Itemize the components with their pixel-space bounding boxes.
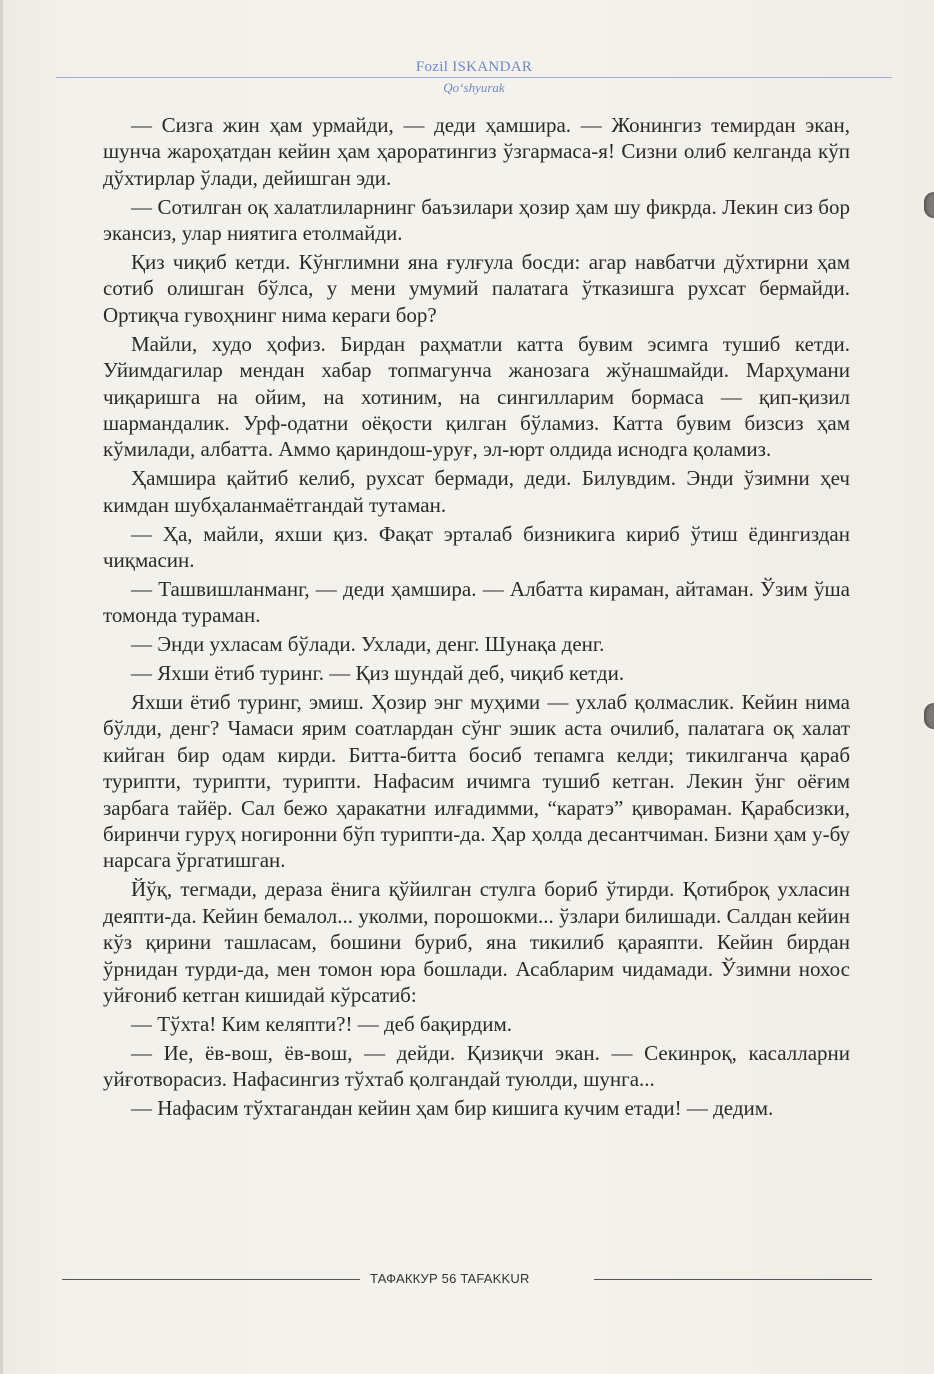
paragraph: Яхши ётиб туринг, эмиш. Ҳозир энг муҳими — ухлаб қолмаслик. Кейин нима бўлди, денг? Чамаси ярим соатлардан сўнг эшик аста очилиб, палатага оқ халат кийган бир одам кирди. Битта-битта босиб тепамга келди; тикилганча қараб турипти, турипти, турипти. Нафасим ичимга тушиб кетган. Лекин ўнг оёғим зарбага тайёр. Сал бежо ҳаракатни илғадимми, “каратэ” қивораман. Қарабсизки, биринчи гуруҳ ногиронни бўп турипти-да. Ҳар ҳолда десантчиман. Бизни ҳам у-бу нарсага ўргатишган. [103, 690, 850, 873]
punch-hole-top [924, 192, 934, 218]
footer-page-label: ТАФАККУР 56 TAFAKKUR [370, 1271, 530, 1286]
paragraph: — Нафасим тўхтагандан кейин ҳам бир кишига кучим етади! — дедим. [131, 1096, 774, 1121]
paragraph: — Сотилган оқ халатлиларнинг баъзилари ҳозир ҳам шу фикрда. Лекин сиз бор экансиз, улар ниятига етолмайди. [103, 194, 850, 246]
paragraph: Йўқ, тегмади, дераза ёнига қўйилган стулга бориб ўтирди. Қотиброқ ухласин деяпти-да. Кейин бемалол... уколми, порошокми... ўзлари билишади. Салдан кейин кўз қирини ташласам, бошини буриб, яна тикилиб қараяпти. Кейин бирдан ўрнидан турди-да, мен томон юра бошлади. Асабларим чидамади. Ўзимни нохос уйғониб кетган кишидай кўрсатиб: [103, 877, 850, 1007]
footer-rule-right [594, 1279, 872, 1280]
footer-rule-left [62, 1279, 360, 1280]
header-title: Qo‘shyurak [443, 80, 505, 95]
paragraph: — Энди ухласам бўлади. Ухлади, денг. Шунақа денг. [131, 632, 605, 657]
header-author: Fozil ISKANDAR [415, 59, 533, 75]
paragraph: Майли, худо ҳофиз. Бирдан раҳматли катта бувим эсимга тушиб кетди. Уйимдагилар мендан хабар топмагунча жанозага жўнашмайди. Марҳумани чиқаришга на ойим, на хотиним, на сингилларим бормаса — қип-қизил шармандалик. Урф-одатни оёқости қилган бўламиз. Катта бувим бизсиз ҳам кўмилади, албатта. Аммо қариндош-уруғ, эл-юрт олдида иснодга қоламиз. [103, 331, 850, 462]
paragraph: — Ие, ёв-вош, ёв-вош, — дейди. Қизиқчи экан. — Секинроқ, касалларни уйғотворасиз. Нафасингиз тўхтаб қолгандай туюлди, шунга... [103, 1040, 850, 1092]
paragraph: — Сизга жин ҳам урмайди, — деди ҳамшира. — Жонингиз темирдан экан, шунча жароҳатдан кейин ҳам ҳароратингиз ўзгармаса-я! Сизни олиб келганда кўп дўхтирлар ўлади, дейишган эди. [103, 113, 850, 190]
page-footer [62, 1270, 872, 1290]
punch-hole-bottom [924, 703, 934, 729]
paragraph: — Ҳа, майли, яхши қиз. Фақат эрталаб бизникига кириб ўтиш ёдингиздан чиқмасин. [103, 521, 850, 572]
paragraph: Ҳамшира қайтиб келиб, рухсат бермади, деди. Билувдим. Энди ўзимни ҳеч кимдан шубҳаланмаётгандай тутаман. [103, 466, 850, 517]
paragraph: — Яхши ётиб туринг. — Қиз шундай деб, чиқиб кетди. [131, 661, 625, 686]
paragraph: Қиз чиқиб кетди. Кўнглимни яна ғулғула босди: агар навбатчи дўхтирни ҳам сотиб олишган бўлса, у мени умумий палатага ўтказишга рухсат бермайди. Ортиқча гувоҳнинг нима кераги бор? [103, 250, 850, 327]
paragraph: — Тўхта! Ким келяпти?! — деб бақирдим. [131, 1011, 513, 1036]
page-binding-edge [0, 0, 3, 1374]
header-rule [56, 77, 892, 78]
body-text [103, 112, 850, 1124]
paragraph: — Ташвишланманг, — деди ҳамшира. — Албатта кираман, айтаман. Ўзим ўша томонда тураман. [103, 576, 850, 628]
